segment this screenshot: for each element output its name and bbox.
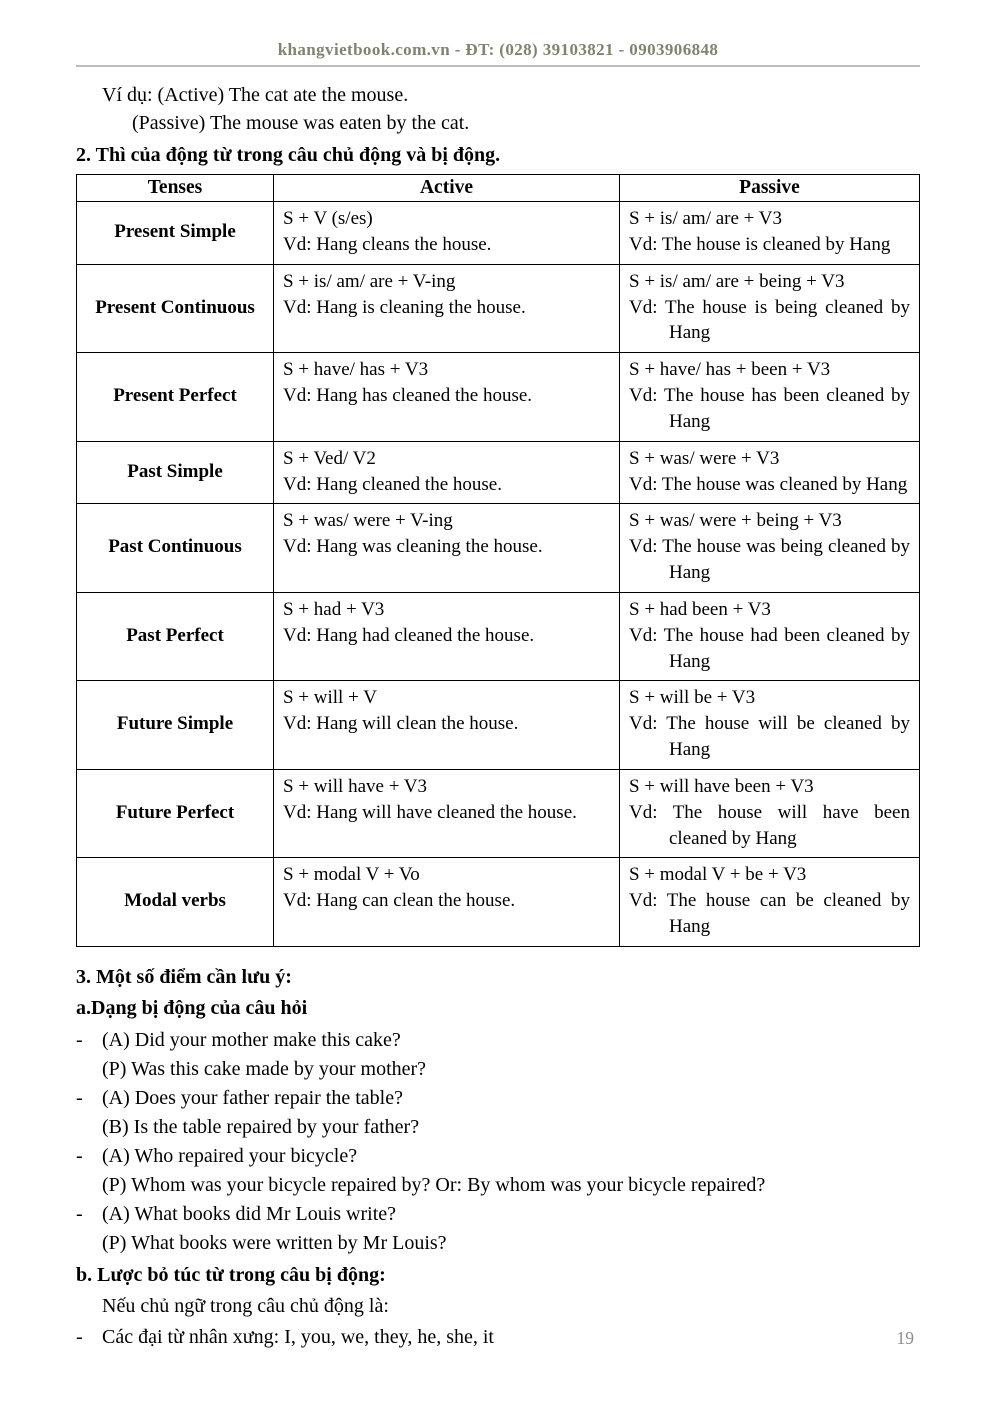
table-row bbox=[77, 858, 920, 946]
table-row bbox=[77, 504, 920, 592]
subsection-b-heading: b. Lược bỏ túc từ trong câu bị động: bbox=[76, 1263, 386, 1286]
section2-heading: 2. Thì của động từ trong câu chủ động và bị động. bbox=[76, 143, 501, 166]
passive-cell bbox=[620, 264, 920, 352]
active-cell bbox=[274, 353, 620, 441]
list-item bbox=[76, 1113, 920, 1142]
active-cell bbox=[274, 769, 620, 857]
table-row bbox=[77, 441, 920, 504]
tense-cell: Present Continuous bbox=[77, 264, 274, 352]
active-cell bbox=[274, 592, 620, 680]
active-cell bbox=[274, 681, 620, 769]
list-item bbox=[76, 1229, 920, 1258]
tenses-table bbox=[76, 174, 920, 947]
page-header bbox=[76, 40, 920, 60]
passive-cell bbox=[620, 202, 920, 265]
dash-bullet bbox=[76, 1229, 102, 1258]
table-row bbox=[77, 592, 920, 680]
passive-cell bbox=[620, 858, 920, 946]
tense-cell: Past Simple bbox=[77, 441, 274, 504]
active-formula: S + was/ were + V-ing bbox=[283, 510, 453, 532]
passive-example: Vd: The house was being cleaned by Hang bbox=[629, 536, 910, 584]
table-row bbox=[77, 769, 920, 857]
active-example: Vd: Hang cleaned the house. bbox=[283, 473, 502, 495]
passive-formula: S + have/ has + been + V3 bbox=[629, 359, 831, 381]
table-row bbox=[77, 264, 920, 352]
passive-formula: S + was/ were + being + V3 bbox=[629, 510, 842, 532]
passive-cell bbox=[620, 592, 920, 680]
list-item-text: (P) Whom was your bicycle repaired by? Or: By whom was your bicycle repaired? bbox=[102, 1173, 766, 1196]
passive-example: Vd: The house is being cleaned by Hang bbox=[629, 296, 910, 344]
passive-formula: S + is/ am/ are + being + V3 bbox=[629, 270, 845, 292]
list-item-text: (A) Did your mother make this cake? bbox=[102, 1028, 401, 1051]
table-row bbox=[77, 353, 920, 441]
header-tenses: Tenses bbox=[77, 175, 274, 202]
passive-example: Vd: The house is cleaned by Hang bbox=[629, 234, 891, 255]
active-formula: S + will + V bbox=[283, 687, 377, 709]
dash-bullet: - bbox=[76, 1325, 83, 1348]
passive-example: Vd: The house was cleaned by Hang bbox=[629, 473, 908, 495]
active-cell bbox=[274, 441, 620, 504]
table-header-row bbox=[77, 175, 920, 202]
list-item-text: (P) What books were written by Mr Louis? bbox=[102, 1231, 447, 1254]
active-formula: S + modal V + Vo bbox=[283, 864, 420, 886]
list-item bbox=[76, 1055, 920, 1084]
question-passive-list bbox=[76, 1026, 920, 1258]
tense-cell: Present Perfect bbox=[77, 353, 274, 441]
table-row bbox=[77, 681, 920, 769]
list-item-text: (P) Was this cake made by your mother? bbox=[102, 1057, 427, 1080]
active-cell bbox=[274, 264, 620, 352]
passive-example: Vd: The house will have been cleaned by Hang bbox=[629, 801, 910, 849]
list-item bbox=[76, 1323, 920, 1352]
passive-example: Vd: The house will be cleaned by Hang bbox=[629, 713, 910, 761]
list-item-text: (B) Is the table repaired by your father? bbox=[102, 1115, 420, 1138]
dash-bullet: - bbox=[76, 1202, 83, 1225]
active-example: Vd: Hang will have cleaned the house. bbox=[283, 801, 577, 823]
active-example: Vd: Hang was cleaning the house. bbox=[283, 536, 543, 558]
passive-formula: S + modal V + be + V3 bbox=[629, 864, 807, 886]
active-formula: S + is/ am/ are + V-ing bbox=[283, 270, 456, 292]
passive-example: Vd: The house has been cleaned by Hang bbox=[629, 385, 910, 432]
active-example: Vd: Hang can clean the house. bbox=[283, 890, 516, 912]
list-item bbox=[76, 1084, 920, 1113]
passive-cell bbox=[620, 504, 920, 592]
active-example: Vd: Hang will clean the house. bbox=[283, 713, 519, 735]
active-example: Vd: Hang is cleaning the house. bbox=[283, 296, 526, 318]
passive-formula: S + was/ were + V3 bbox=[629, 447, 780, 469]
passive-formula: S + will have been + V3 bbox=[629, 775, 814, 797]
active-formula: S + Ved/ V2 bbox=[283, 447, 376, 469]
pronoun-list bbox=[76, 1323, 920, 1352]
active-example: Vd: Hang had cleaned the house. bbox=[283, 624, 535, 646]
list-item-text: (A) What books did Mr Louis write? bbox=[102, 1202, 397, 1225]
subsection-a-heading: a.Dạng bị động của câu hỏi bbox=[76, 996, 308, 1019]
dash-bullet bbox=[76, 1171, 102, 1200]
list-item-text: (A) Who repaired your bicycle? bbox=[102, 1144, 358, 1167]
dash-bullet bbox=[76, 1113, 102, 1142]
passive-formula: S + had been + V3 bbox=[629, 598, 771, 620]
table-body bbox=[77, 202, 920, 947]
active-example: Vd: Hang has cleaned the house. bbox=[283, 385, 533, 407]
page-number: 19 bbox=[896, 1328, 914, 1348]
passive-cell bbox=[620, 353, 920, 441]
table-head bbox=[77, 175, 920, 202]
passive-formula: S + is/ am/ are + V3 bbox=[629, 208, 783, 230]
active-formula: S + will have + V3 bbox=[283, 775, 428, 797]
subsection-b-intro: Nếu chủ ngữ trong câu chủ động là: bbox=[102, 1294, 389, 1317]
tense-cell: Past Perfect bbox=[77, 592, 274, 680]
active-formula: S + had + V3 bbox=[283, 598, 385, 620]
section3-heading: 3. Một số điểm cần lưu ý: bbox=[76, 965, 292, 988]
active-cell bbox=[274, 504, 620, 592]
header-text: khangvietbook.com.vn - ĐT: (028) 39103821 - 0903906848 bbox=[277, 40, 719, 59]
passive-cell bbox=[620, 441, 920, 504]
active-cell bbox=[274, 858, 620, 946]
tense-cell: Past Continuous bbox=[77, 504, 274, 592]
example-passive-line: (Passive) The mouse was eaten by the cat. bbox=[132, 112, 470, 135]
list-item bbox=[76, 1171, 920, 1200]
header-passive: Passive bbox=[620, 175, 920, 202]
dash-bullet: - bbox=[76, 1086, 83, 1109]
list-item-text: Các đại từ nhân xưng: I, you, we, they, he, she, it bbox=[102, 1325, 494, 1348]
dash-bullet: - bbox=[76, 1144, 83, 1167]
tense-cell: Future Perfect bbox=[77, 769, 274, 857]
active-formula: S + V (s/es) bbox=[283, 208, 373, 230]
list-item-text: (A) Does your father repair the table? bbox=[102, 1086, 403, 1109]
passive-cell bbox=[620, 681, 920, 769]
tense-cell: Future Simple bbox=[77, 681, 274, 769]
list-item bbox=[76, 1200, 920, 1229]
active-formula: S + have/ has + V3 bbox=[283, 359, 429, 381]
list-item bbox=[76, 1142, 920, 1171]
tense-cell: Present Simple bbox=[77, 202, 274, 265]
list-item bbox=[76, 1026, 920, 1055]
tense-cell: Modal verbs bbox=[77, 858, 274, 946]
header-active: Active bbox=[274, 175, 620, 202]
passive-example: Vd: The house had been cleaned by Hang bbox=[629, 624, 910, 672]
table-row bbox=[77, 202, 920, 265]
header-divider bbox=[76, 65, 920, 67]
active-example: Vd: Hang cleans the house. bbox=[283, 234, 492, 255]
example-active-line: Ví dụ: (Active) The cat ate the mouse. bbox=[102, 84, 409, 106]
dash-bullet bbox=[76, 1055, 102, 1084]
passive-formula: S + will be + V3 bbox=[629, 687, 756, 709]
dash-bullet: - bbox=[76, 1028, 83, 1051]
passive-example: Vd: The house can be cleaned by Hang bbox=[629, 890, 910, 938]
active-cell bbox=[274, 202, 620, 265]
passive-cell bbox=[620, 769, 920, 857]
